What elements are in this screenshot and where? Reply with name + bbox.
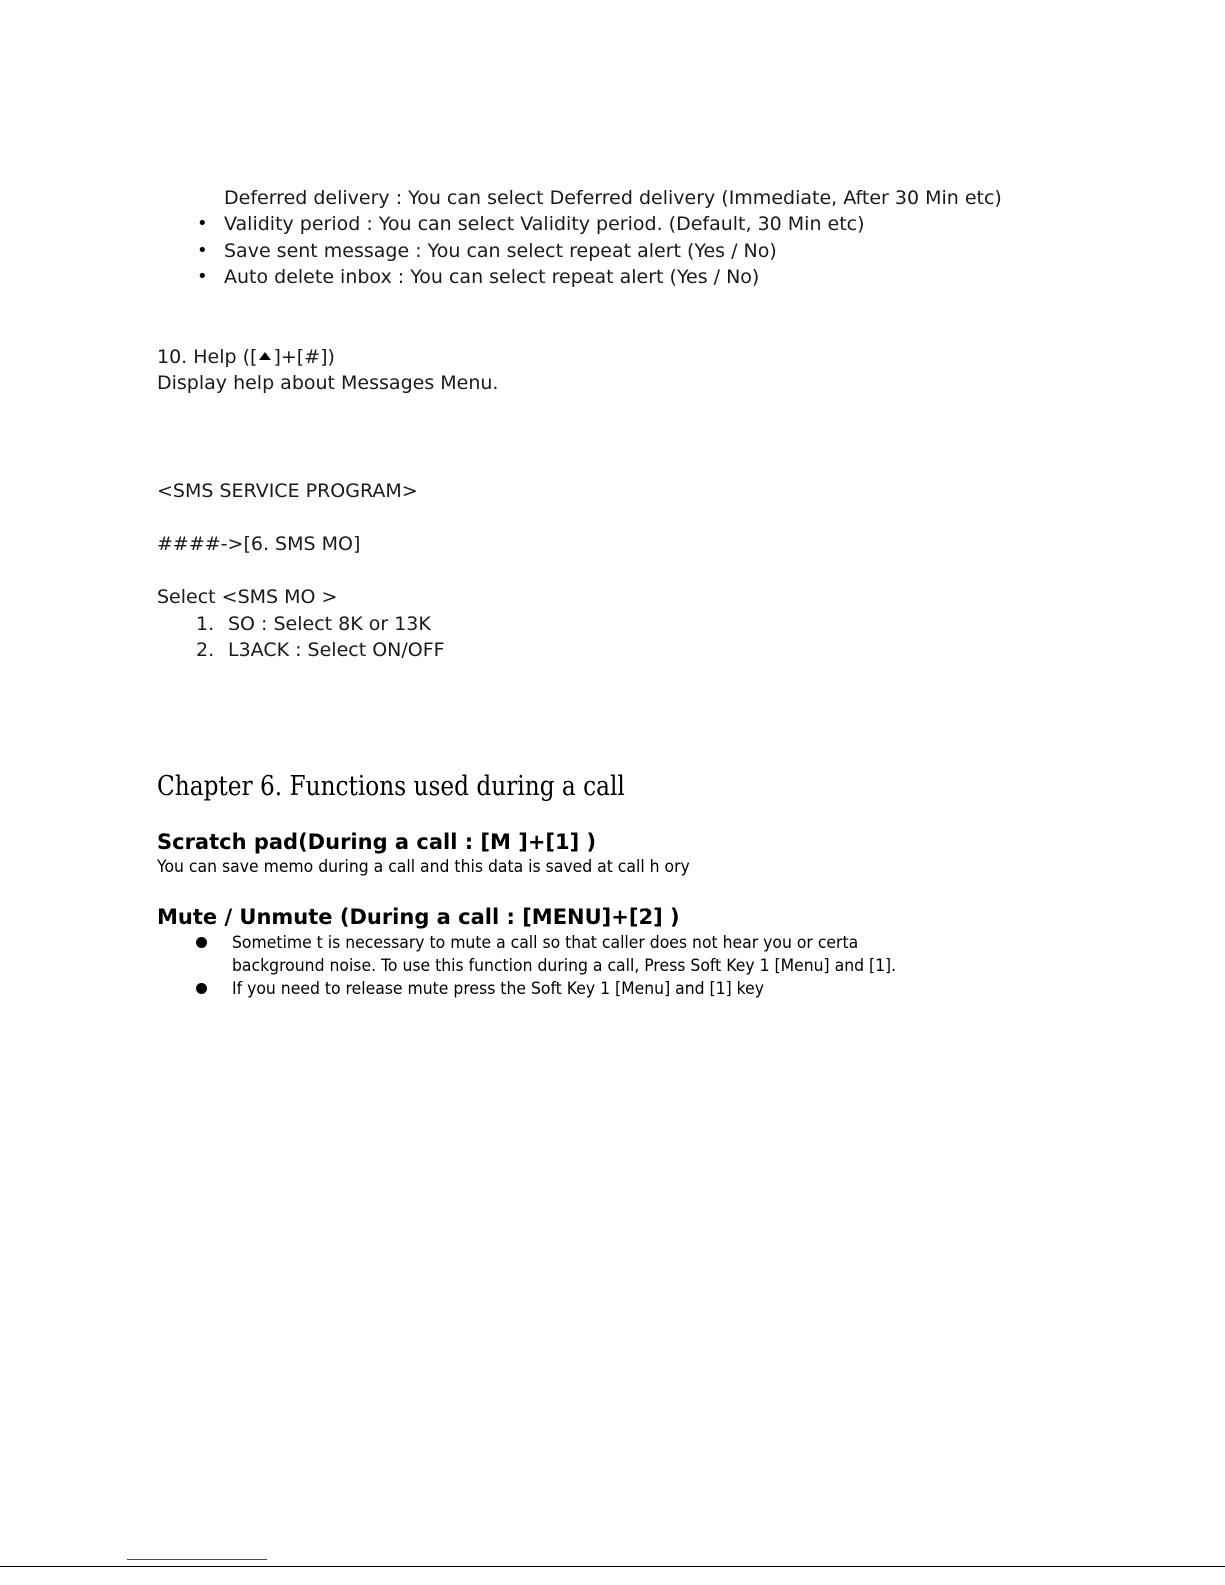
sms-program-path: ####->[6. SMS MO] [157,533,361,555]
validity-period-text: Validity period : You can select Validity period. (Default, 30 Min etc) [224,213,865,235]
save-sent-message-text: Save sent message : You can select repeat alert (Yes / No) [224,240,777,262]
bullet-dot-icon [196,983,207,994]
mute-bullet-2: If you need to release mute press the Soft Key 1 [Menu] and [1] key [232,979,765,999]
step-text: SO : Select 8K or 13K [228,613,431,635]
help-heading-suffix: ]+[#]) [273,346,335,368]
help-heading [157,345,335,369]
deferred-delivery-text: Deferred delivery : You can select Deferred delivery (Immediate, After 30 Min etc) [224,187,1002,209]
bullet-dot-icon [196,937,207,948]
step-text: L3ACK : Select ON/OFF [228,639,445,661]
help-description: Display help about Messages Menu. [157,372,499,394]
scratch-pad-text: You can save memo during a call and this data is saved at call h ory [157,857,690,877]
up-arrow-icon [259,352,271,360]
step-number: 2. [196,639,215,661]
mute-heading: Mute / Unmute (During a call : [MENU]+[2] ) [157,905,680,929]
chapter-title: Chapter 6. Functions used during a call [157,771,625,802]
bullet-icon: • [197,266,208,287]
auto-delete-inbox-text: Auto delete inbox : You can select repeat alert (Yes / No) [224,266,760,288]
mute-bullet-1-line-2: background noise. To use this function during a call, Press Soft Key 1 [Menu] and [1]. [232,956,897,976]
help-heading-prefix: 10. Help ([ [157,346,258,368]
bullet-icon: • [197,240,208,261]
sms-program-heading: <SMS SERVICE PROGRAM> [157,480,418,502]
step-number: 1. [196,613,215,635]
scratch-pad-heading: Scratch pad(During a call : [M ]+[1] ) [157,830,597,854]
footer-divider [0,1566,1225,1567]
sms-program-select: Select <SMS MO > [157,586,338,608]
bullet-icon: • [197,213,208,234]
mute-bullet-1-line-1: Sometime t is necessary to mute a call so that caller does not hear you or certa [232,933,859,953]
footer-link-underline [127,1559,267,1560]
